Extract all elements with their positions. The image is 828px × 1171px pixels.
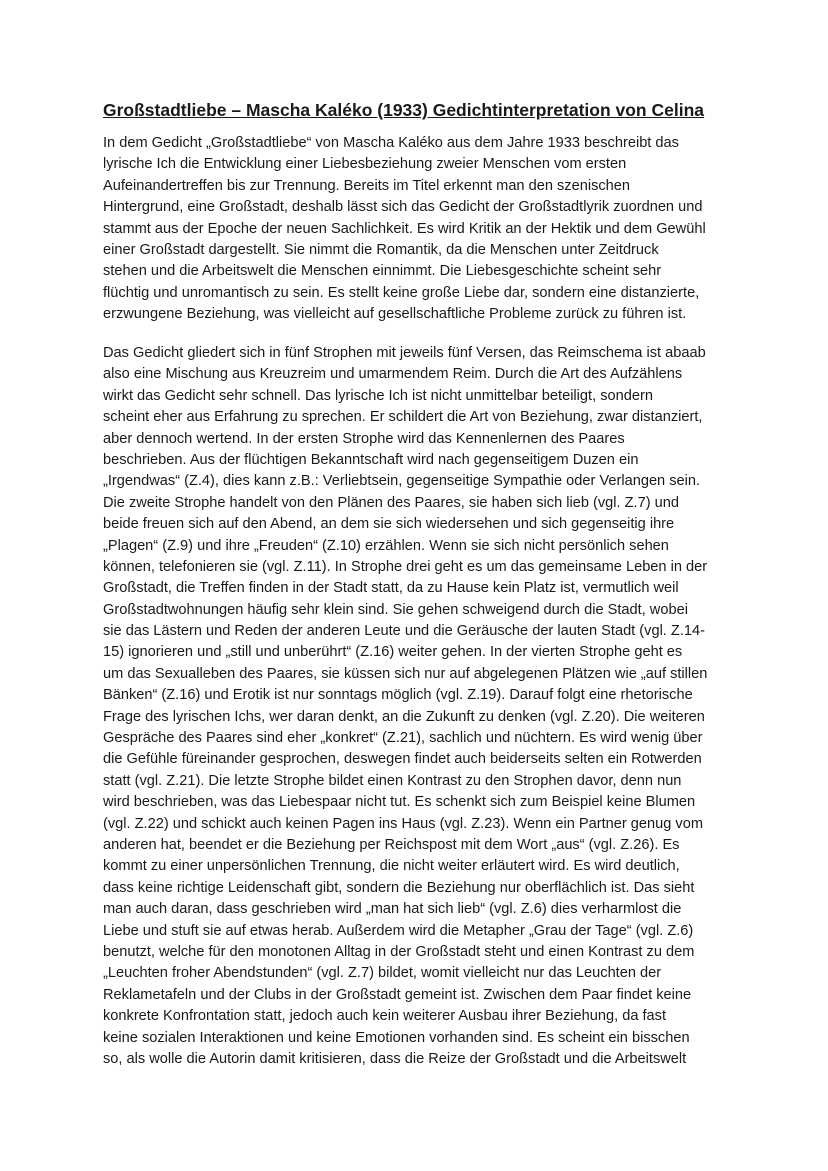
text-line: Die zweite Strophe handelt von den Plänen des Paares, sie haben sich lieb (vgl. Z.7) und	[103, 494, 679, 511]
text-line: Das Gedicht gliedert sich in fünf Strophen mit jeweils fünf Versen, das Reimschema ist abaab	[103, 345, 706, 361]
text-line: Liebe und stuft sie auf etwas herab. Außerdem wird die Metapher „Grau der Tage“ (vgl. Z.6)	[103, 922, 694, 939]
text-line: statt (vgl. Z.21). Die letzte Strophe bildet einen Kontrast zu den Strophen davor, denn nun	[103, 772, 682, 789]
text-line: anderen hat, beendet er die Beziehung per Reichspost mit dem Wort „aus“ (vgl. Z.26). Es	[103, 836, 680, 853]
text-line: dass keine richtige Leidenschaft gibt, sondern die Beziehung nur oberflächlich ist. Das sieht	[103, 879, 695, 896]
text-line: können, telefonieren sie (vgl. Z.11). In Strophe drei geht es um das gemeinsame Leben in der	[103, 558, 708, 575]
text-line: Aufeinandertreffen bis zur Trennung. Bereits im Titel erkennt man den szenischen	[103, 177, 631, 194]
paragraph-analysis	[103, 343, 743, 1070]
text-line: lyrische Ich die Entwicklung einer Liebesbeziehung zweier Menschen vom ersten	[103, 156, 627, 173]
text-line: „Plagen“ (Z.9) und ihre „Freuden“ (Z.10) erzählen. Wenn sie sich nicht persönlich sehen	[103, 537, 669, 554]
text-line: kommt zu einer unpersönlichen Trennung, die nicht weiter erläutert wird. Es wird deutlich,	[103, 858, 680, 875]
text-line: einer Großstadt dargestellt. Sie nimmt die Romantik, da die Menschen unter Zeitdruck	[103, 241, 659, 258]
text-line: flüchtig und unromantisch zu sein. Es stellt keine große Liebe dar, sondern eine distanzierte,	[103, 284, 700, 301]
text-line: stehen und die Arbeitswelt die Menschen einnimmt. Die Liebesgeschichte scheint sehr	[103, 263, 662, 280]
text-line: benutzt, welche für den monotonen Alltag in der Großstadt steht und einen Kontrast zu dem	[103, 943, 695, 960]
text-line: scheint eher aus Erfahrung zu sprechen. Er schildert die Art von Beziehung, zwar distanziert,	[103, 409, 703, 426]
text-line: „Irgendwas“ (Z.4), dies kann z.B.: Verliebtsein, gegenseitige Sympathie oder Verlangen sein.	[103, 473, 701, 490]
text-line: erzwungene Beziehung, was vielleicht auf gesellschaftliche Probleme zurück zu führen ist.	[103, 306, 687, 323]
text-line: Bänken“ (Z.16) und Erotik ist nur sonntags möglich (vgl. Z.19). Darauf folgt eine rhetorische	[103, 687, 693, 704]
text-line: stammt aus der Epoche der neuen Sachlichkeit. Es wird Kritik an der Hektik und dem Gewühl	[103, 220, 706, 237]
text-line: (vgl. Z.22) und schickt auch keinen Pagen ins Haus (vgl. Z.23). Wenn ein Partner genug vom	[103, 815, 704, 832]
text-line: Frage des lyrischen Ichs, wer daran denkt, an die Zukunft zu denken (vgl. Z.20). Die weiteren	[103, 708, 705, 725]
text-line: Hintergrund, eine Großstadt, deshalb lässt sich das Gedicht der Großstadtlyrik zuordnen und	[103, 199, 703, 216]
text-line: keine sozialen Interaktionen und keine Emotionen vorhanden sind. Es scheint ein bisschen	[103, 1029, 690, 1046]
text-line: beide freuen sich auf den Abend, an dem sie sich wiedersehen und sich gegenseitig ihre	[103, 516, 675, 533]
text-line: Großstadtwohnungen häufig sehr klein sind. Sie gehen schweigend durch die Stadt, wobei	[103, 601, 688, 618]
text-line: so, als wolle die Autorin damit kritisieren, dass die Reize der Großstadt und die Arbeitswelt	[103, 1050, 687, 1067]
paragraph-intro	[103, 133, 743, 326]
text-line: also eine Mischung aus Kreuzreim und umarmendem Reim. Durch die Art des Aufzählens	[103, 366, 683, 383]
text-line: um das Sexualleben des Paares, sie küssen sich nur auf abgelegenen Plätzen wie „auf stillen	[103, 665, 708, 682]
text-line: wird beschrieben, was das Liebespaar nicht tut. Es schenkt sich zum Beispiel keine Blumen	[103, 794, 696, 811]
text-line: beschrieben. Aus der flüchtigen Bekanntschaft wird nach gegenseitigem Duzen ein	[103, 451, 639, 468]
text-line: aber dennoch wertend. In der ersten Strophe wird das Kennenlernen des Paares	[103, 430, 625, 447]
text-line: „Leuchten froher Abendstunden“ (vgl. Z.7) bildet, womit vielleicht nur das Leuchten der	[103, 965, 662, 982]
text-line: die Gefühle füreinander gesprochen, deswegen findet auch beiderseits selten ein Rotwerden	[103, 751, 702, 768]
text-line: In dem Gedicht „Großstadtliebe“ von Mascha Kaléko aus dem Jahre 1933 beschreibt das	[103, 135, 679, 151]
text-line: man auch daran, dass geschrieben wird „man hat sich lieb“ (vgl. Z.6) dies verharmlost die	[103, 901, 682, 918]
text-line: Gespräche des Paares sind eher „konkret“ (Z.21), sachlich und nüchtern. Es wird wenig über	[103, 730, 703, 747]
text-line: sie das Lästern und Reden der anderen Leute und die Geräusche der lauten Stadt (vgl. Z.14-	[103, 623, 705, 640]
text-line: wirkt das Gedicht sehr schnell. Das lyrische Ich ist nicht unmittelbar beteiligt, sondern	[103, 387, 653, 404]
text-line: Reklametafeln und der Clubs in der Großstadt gemeint ist. Zwischen dem Paar findet keine	[103, 986, 692, 1003]
document-title: Großstadtliebe – Mascha Kaléko (1933) Gedichtinterpretation von Celina	[103, 100, 704, 120]
text-line: 15) ignorieren und „still und unberührt“ (Z.16) weiter gehen. In der vierten Strophe geht es	[103, 644, 683, 661]
text-line: Großstadt, die Treffen finden in der Stadt statt, da zu Hause kein Platz ist, vermutlich weil	[103, 580, 679, 597]
text-line: konkrete Konfrontation statt, jedoch auch kein weiterer Ausbau ihrer Beziehung, da fast	[103, 1008, 667, 1025]
